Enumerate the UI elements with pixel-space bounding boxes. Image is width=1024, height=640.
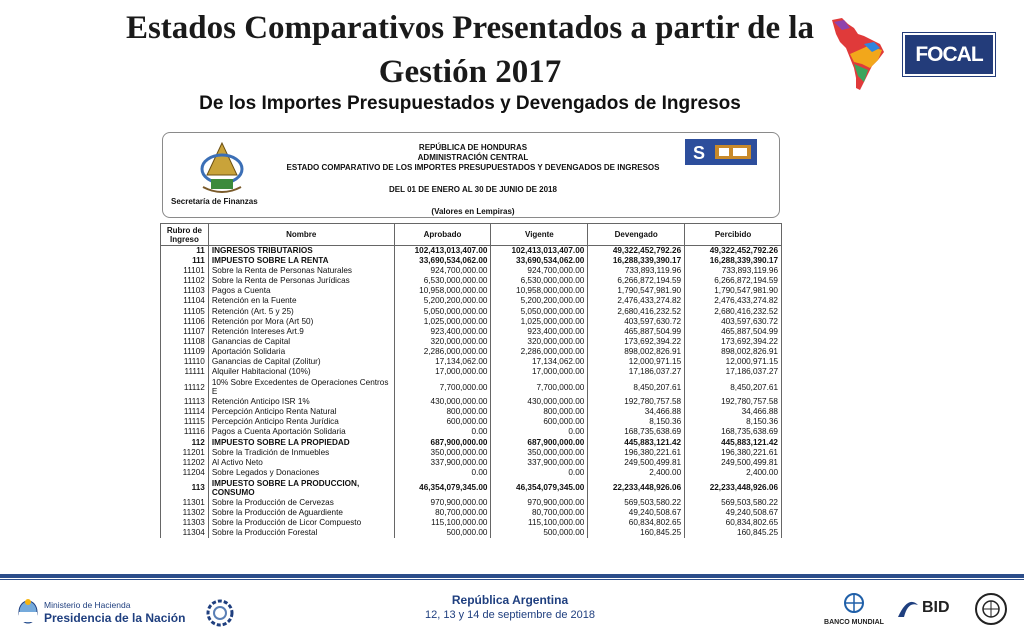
cell-devengado: 173,692,394.22 [588,337,685,347]
cell-aprobado: 5,050,000,000.00 [394,306,491,316]
cell-percibido: 49,240,508.67 [685,508,782,518]
cell-devengado: 445,883,121.42 [588,438,685,448]
cell-vigente: 80,700,000.00 [491,508,588,518]
cell-name: Retención (Art. 5 y 25) [208,306,394,316]
cell-code: 11102 [161,276,209,286]
cell-name: Sobre la Renta de Personas Jurídicas [208,276,394,286]
cell-name: Sobre la Producción Forestal [208,528,394,538]
cell-code: 113 [161,478,209,498]
cell-vigente: 687,900,000.00 [491,438,588,448]
cell-code: 11104 [161,296,209,306]
cell-code: 11 [161,246,209,257]
world-bank-name: BANCO MUNDIAL [824,619,884,626]
cell-code: 11110 [161,357,209,367]
table-row [161,337,782,347]
cell-name: 10% Sobre Excedentes de Operaciones Centros E [208,377,394,397]
cell-percibido: 17,186,037.27 [685,367,782,377]
bid-mark-icon [896,597,920,619]
cell-percibido: 403,597,630.72 [685,317,782,327]
svg-text:S: S [693,143,706,163]
cell-percibido: 22,233,448,926.06 [685,478,782,498]
cell-percibido: 34,466.88 [685,407,782,417]
table-row [161,438,782,448]
cell-percibido: 49,322,452,792.26 [685,246,782,257]
table-row [161,478,782,498]
cell-devengado: 16,288,339,390.17 [588,256,685,266]
cell-name: Retención Anticipo ISR 1% [208,397,394,407]
cell-name: Al Activo Neto [208,458,394,468]
cell-devengado: 160,845.25 [588,528,685,538]
bid-logo [896,597,956,623]
cell-aprobado: 924,700,000.00 [394,266,491,276]
cell-devengado: 12,000,971.15 [588,357,685,367]
cell-aprobado: 10,958,000,000.00 [394,286,491,296]
revenue-table [160,223,782,538]
cell-code: 11114 [161,407,209,417]
cell-vigente: 46,354,079,345.00 [491,478,588,498]
cell-name: Sobre la Tradición de Inmuebles [208,448,394,458]
column-header-aprobado: Aprobado [394,224,491,246]
cell-aprobado: 46,354,079,345.00 [394,478,491,498]
imf-seal-icon [974,592,1008,626]
cell-name: Pagos a Cuenta [208,286,394,296]
cell-vigente: 33,690,534,062.00 [491,256,588,266]
cell-aprobado: 17,000,000.00 [394,367,491,377]
cell-percibido: 12,000,971.15 [685,357,782,367]
footer-divider-thin [0,579,1024,580]
cell-name: IMPUESTO SOBRE LA PRODUCCION, CONSUMO [208,478,394,498]
cell-devengado: 60,834,802.65 [588,518,685,528]
focal-logo: FOCAL [903,33,995,76]
cell-code: 11111 [161,367,209,377]
cell-vigente: 10,958,000,000.00 [491,286,588,296]
cell-code: 11103 [161,286,209,296]
header-period: DEL 01 DE ENERO AL 30 DE JUNIO DE 2018 [389,185,557,194]
cell-aprobado: 800,000.00 [394,407,491,417]
cell-code: 11115 [161,417,209,427]
bid-name: BID [922,599,950,616]
cell-vigente: 7,700,000.00 [491,377,588,397]
cell-code: 11204 [161,468,209,478]
cell-percibido: 249,500,499.81 [685,458,782,468]
cell-devengado: 1,790,547,981.90 [588,286,685,296]
cell-vigente: 500,000.00 [491,528,588,538]
cell-devengado: 6,266,872,194.59 [588,276,685,286]
cell-percibido: 465,887,504.99 [685,327,782,337]
table-row [161,286,782,296]
column-header-percibido: Percibido [685,224,782,246]
cell-vigente: 600,000.00 [491,417,588,427]
ministry-logo [18,596,198,628]
table-row [161,296,782,306]
cell-devengado: 2,680,416,232.52 [588,306,685,316]
cell-aprobado: 687,900,000.00 [394,438,491,448]
cell-vigente: 17,134,062.00 [491,357,588,367]
cell-name: IMPUESTO SOBRE LA PROPIEDAD [208,438,394,448]
cell-vigente: 337,900,000.00 [491,458,588,468]
table-row [161,508,782,518]
cell-percibido: 2,400.00 [685,468,782,478]
cell-percibido: 569,503,580.22 [685,498,782,508]
cell-code: 11107 [161,327,209,337]
cell-devengado: 733,893,119.96 [588,266,685,276]
cell-aprobado: 115,100,000.00 [394,518,491,528]
header-statement-title: ESTADO COMPARATIVO DE LOS IMPORTES PRESUPUESTADOS Y DEVENGADOS DE INGRESOS [286,163,660,172]
cell-aprobado: 80,700,000.00 [394,508,491,518]
cell-name: Ganancias de Capital [208,337,394,347]
cell-code: 11116 [161,427,209,437]
cell-devengado: 569,503,580.22 [588,498,685,508]
cell-devengado: 403,597,630.72 [588,317,685,327]
cell-percibido: 2,680,416,232.52 [685,306,782,316]
cell-devengado: 465,887,504.99 [588,327,685,337]
argentina-shield-icon [18,598,38,624]
cell-devengado: 17,186,037.27 [588,367,685,377]
table-row [161,468,782,478]
cell-aprobado: 970,900,000.00 [394,498,491,508]
cell-code: 11304 [161,528,209,538]
cell-percibido: 733,893,119.96 [685,266,782,276]
cell-aprobado: 33,690,534,062.00 [394,256,491,266]
cell-percibido: 445,883,121.42 [685,438,782,448]
cell-percibido: 60,834,802.65 [685,518,782,528]
table-row [161,458,782,468]
cell-name: Sobre la Producción de Aguardiente [208,508,394,518]
table-row [161,306,782,316]
cell-percibido: 6,266,872,194.59 [685,276,782,286]
cell-percibido: 8,450,207.61 [685,377,782,397]
cell-percibido: 160,845.25 [685,528,782,538]
cell-aprobado: 7,700,000.00 [394,377,491,397]
document-header [162,132,780,218]
cell-devengado: 8,450,207.61 [588,377,685,397]
cell-percibido: 168,735,638.69 [685,427,782,437]
cell-name: Retención por Mora (Art 50) [208,317,394,327]
table-row [161,317,782,327]
honduras-coat-of-arms-icon [197,139,247,195]
gear-seal-icon [203,598,237,628]
column-header-devengado: Devengado [588,224,685,246]
cell-vigente: 102,413,013,407.00 [491,246,588,257]
cell-percibido: 898,002,826.91 [685,347,782,357]
cell-name: Sobre la Producción de Cervezas [208,498,394,508]
cell-percibido: 192,780,757.58 [685,397,782,407]
table-row [161,407,782,417]
table-row [161,347,782,357]
table-row [161,528,782,538]
table-row [161,246,782,257]
cell-devengado: 898,002,826.91 [588,347,685,357]
cell-name: Sobre la Renta de Personas Naturales [208,266,394,276]
cell-code: 111 [161,256,209,266]
header-currency: (Valores en Lempiras) [431,207,515,216]
secretaria-label: Secretaría de Finanzas [171,197,258,206]
cell-code: 11101 [161,266,209,276]
cell-code: 11106 [161,317,209,327]
table-row [161,357,782,367]
world-bank-logo [823,593,885,627]
cell-devengado: 192,780,757.58 [588,397,685,407]
cell-name: Sobre Legados y Donaciones [208,468,394,478]
table-row [161,417,782,427]
globe-icon [843,593,865,613]
cell-code: 11301 [161,498,209,508]
cell-devengado: 49,240,508.67 [588,508,685,518]
header-country: REPÚBLICA DE HONDURAS [418,143,528,152]
cell-devengado: 8,150.36 [588,417,685,427]
cell-name: Aportación Solidaria [208,347,394,357]
table-row [161,448,782,458]
cell-aprobado: 350,000,000.00 [394,448,491,458]
cell-aprobado: 102,413,013,407.00 [394,246,491,257]
cell-name: Retención Intereses Art.9 [208,327,394,337]
cell-devengado: 2,400.00 [588,468,685,478]
cell-code: 11113 [161,397,209,407]
column-header-rubro: Rubro de Ingreso [161,224,209,246]
slide-title: Estados Comparativos Presentados a partir de la Gestión 2017 [125,10,815,90]
cell-name: Retención en la Fuente [208,296,394,306]
cell-aprobado: 5,200,200,000.00 [394,296,491,306]
cell-code: 112 [161,438,209,448]
cell-devengado: 196,380,221.61 [588,448,685,458]
cell-devengado: 249,500,499.81 [588,458,685,468]
cell-vigente: 115,100,000.00 [491,518,588,528]
cell-percibido: 8,150.36 [685,417,782,427]
cell-code: 11202 [161,458,209,468]
cell-name: Alquiler Habitacional (10%) [208,367,394,377]
cell-devengado: 49,322,452,792.26 [588,246,685,257]
cell-vigente: 0.00 [491,427,588,437]
cell-aprobado: 320,000,000.00 [394,337,491,347]
cell-aprobado: 337,900,000.00 [394,458,491,468]
cell-aprobado: 430,000,000.00 [394,397,491,407]
footer-divider [0,574,1024,578]
cell-name: IMPUESTO SOBRE LA RENTA [208,256,394,266]
cell-vigente: 430,000,000.00 [491,397,588,407]
table-row [161,266,782,276]
table-row [161,256,782,266]
table-row [161,498,782,508]
table-row [161,327,782,337]
cell-percibido: 2,476,433,274.82 [685,296,782,306]
cell-devengado: 168,735,638.69 [588,427,685,437]
cell-aprobado: 0.00 [394,427,491,437]
slide-subtitle: De los Importes Presupuestados y Devengados de Ingresos [199,93,741,114]
cell-vigente: 923,400,000.00 [491,327,588,337]
cell-percibido: 196,380,221.61 [685,448,782,458]
cell-vigente: 5,050,000,000.00 [491,306,588,316]
table-row [161,367,782,377]
cell-code: 11201 [161,448,209,458]
cell-aprobado: 2,286,000,000.00 [394,347,491,357]
table-row [161,276,782,286]
cell-aprobado: 923,400,000.00 [394,327,491,337]
cell-name: Percepción Anticipo Renta Jurídica [208,417,394,427]
cell-vigente: 924,700,000.00 [491,266,588,276]
cell-aprobado: 6,530,000,000.00 [394,276,491,286]
cell-devengado: 34,466.88 [588,407,685,417]
cell-devengado: 2,476,433,274.82 [588,296,685,306]
cell-aprobado: 1,025,000,000.00 [394,317,491,327]
column-header-nombre: Nombre [208,224,394,246]
cell-code: 11303 [161,518,209,528]
cell-code: 11105 [161,306,209,316]
cell-aprobado: 0.00 [394,468,491,478]
cell-code: 11109 [161,347,209,357]
cell-vigente: 800,000.00 [491,407,588,417]
ministry-name: Ministerio de Hacienda [44,600,131,610]
event-dates: 12, 13 y 14 de septiembre de 2018 [424,609,595,621]
table-row [161,377,782,397]
cell-code: 11108 [161,337,209,347]
siafi-logo-icon [685,139,757,165]
budget-document [158,128,784,558]
cell-aprobado: 600,000.00 [394,417,491,427]
table-row [161,427,782,437]
cell-percibido: 1,790,547,981.90 [685,286,782,296]
cell-code: 11112 [161,377,209,397]
header-administration: ADMINISTRACIÓN CENTRAL [417,153,529,162]
cell-vigente: 970,900,000.00 [491,498,588,508]
cell-percibido: 16,288,339,390.17 [685,256,782,266]
cell-code: 11302 [161,508,209,518]
cell-name: Percepción Anticipo Renta Natural [208,407,394,417]
table-row [161,518,782,528]
presidency-name: Presidencia de la Nación [44,611,186,625]
cell-vigente: 6,530,000,000.00 [491,276,588,286]
cell-vigente: 2,286,000,000.00 [491,347,588,357]
event-place: República Argentina [451,593,569,607]
cell-name: Pagos a Cuenta Aportación Solidaria [208,427,394,437]
cell-vigente: 1,025,000,000.00 [491,317,588,327]
table-row [161,397,782,407]
column-header-vigente: Vigente [491,224,588,246]
cell-aprobado: 500,000.00 [394,528,491,538]
cell-aprobado: 17,134,062.00 [394,357,491,367]
cell-vigente: 350,000,000.00 [491,448,588,458]
cell-name: INGRESOS TRIBUTARIOS [208,246,394,257]
cell-percibido: 173,692,394.22 [685,337,782,347]
cell-vigente: 17,000,000.00 [491,367,588,377]
cell-vigente: 0.00 [491,468,588,478]
cell-devengado: 22,233,448,926.06 [588,478,685,498]
cell-name: Ganancias de Capital (Zolitur) [208,357,394,367]
cell-vigente: 320,000,000.00 [491,337,588,347]
cell-vigente: 5,200,200,000.00 [491,296,588,306]
latin-america-map-icon [828,14,890,92]
cell-name: Sobre la Producción de Licor Compuesto [208,518,394,528]
